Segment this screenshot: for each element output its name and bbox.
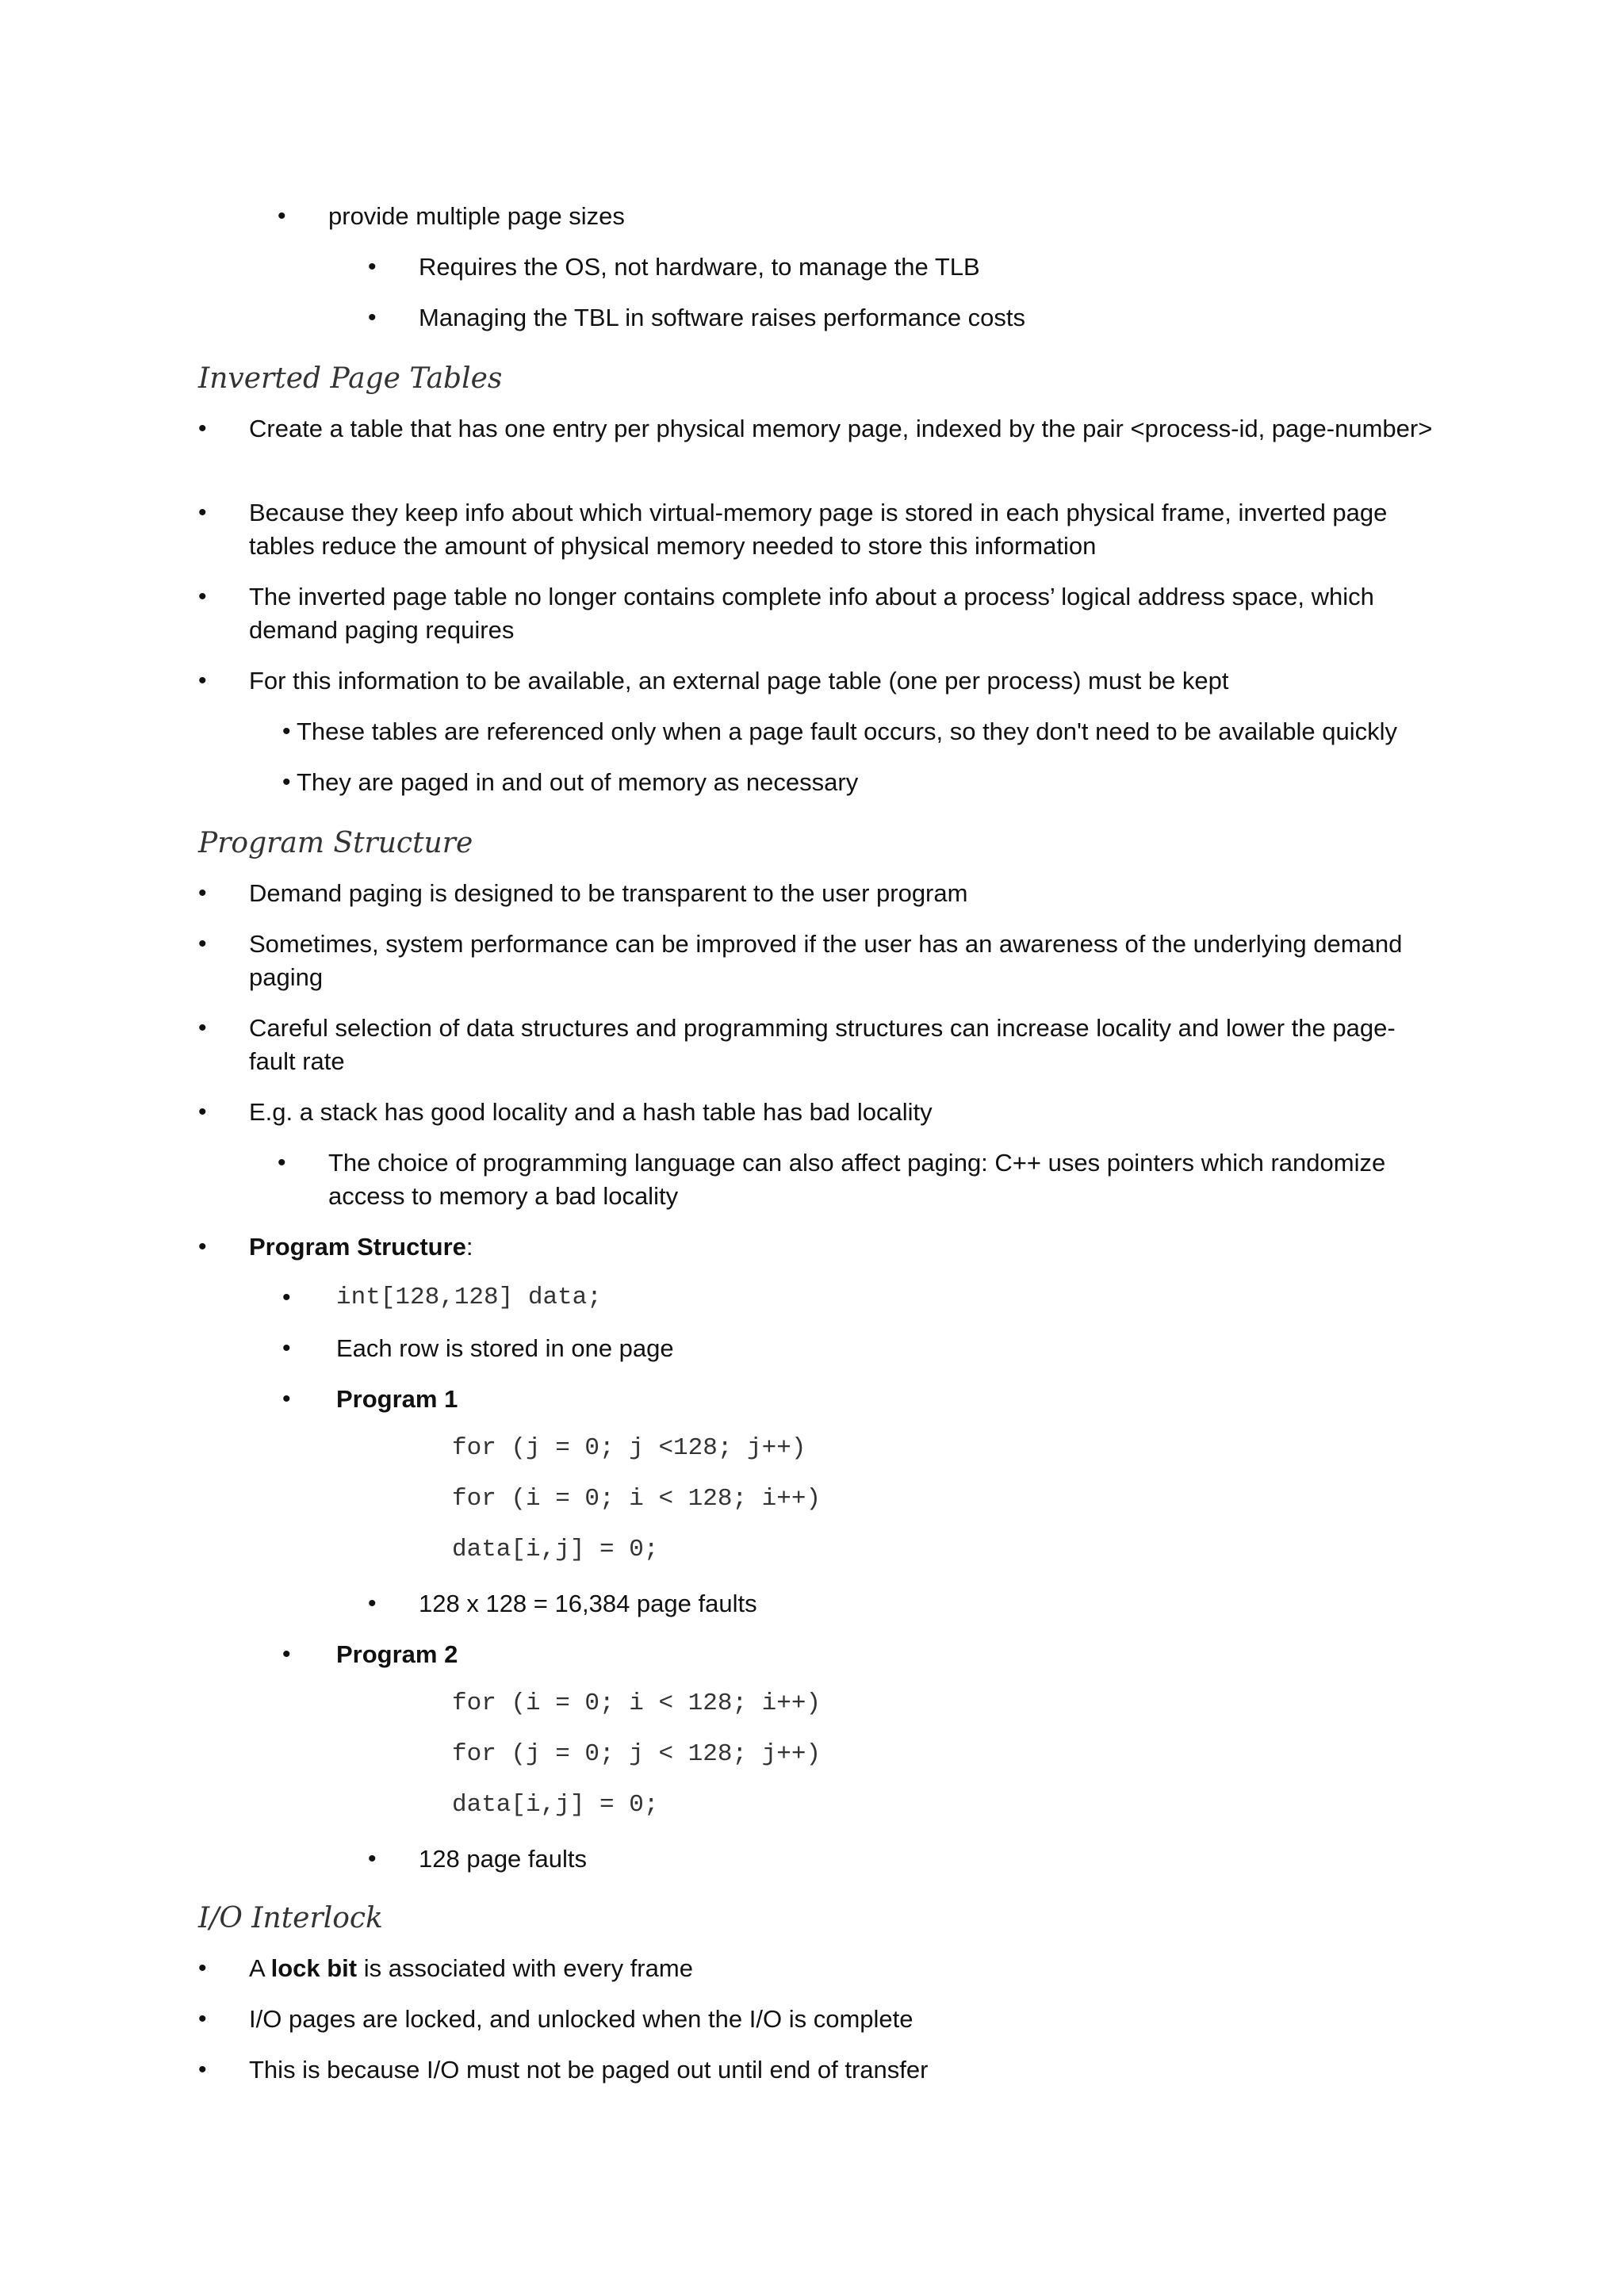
list-item-text: Because they keep info about which virtual-memory page is stored in each physical frame, inverted page tables reduce the amount of physical memory needed to store this information <box>249 499 1388 560</box>
list-item <box>282 1281 1392 1314</box>
code-line: for (j = 0; j <128; j++) <box>452 1434 806 1462</box>
program-label: Program 2 <box>336 1640 458 1668</box>
list-item <box>198 664 1435 698</box>
bold-term: Program Structure <box>249 1233 466 1261</box>
bullet-glyph: • <box>198 415 207 442</box>
list-item <box>198 1230 1435 1264</box>
list-item <box>282 1332 1392 1365</box>
bullet-glyph: • <box>282 1386 291 1412</box>
list-item <box>198 877 1435 910</box>
list-item-text: E.g. a stack has good locality and a hash table has bad locality <box>249 1098 933 1126</box>
list-item-text: Managing the TBL in software raises performance costs <box>419 304 1026 331</box>
list-item-text: For this information to be available, an external page table (one per process) must be kept <box>249 667 1229 695</box>
list-item-text <box>249 1952 693 1985</box>
bullet-glyph: • <box>198 2006 207 2032</box>
list-item-text: The choice of programming language can also affect paging: C++ uses pointers which randomize access to memory a bad locality <box>328 1149 1386 1210</box>
list-item <box>368 1587 1399 1621</box>
list-item-text: 128 page faults <box>419 1845 588 1873</box>
code-line: data[i,j] = 0; <box>452 1791 659 1819</box>
bullet-glyph: • <box>278 1150 286 1176</box>
list-item <box>282 766 1392 799</box>
list-item <box>198 1012 1435 1078</box>
code-line: for (i = 0; i < 128; i++) <box>452 1485 822 1513</box>
bold-term: lock bit <box>270 1954 358 1982</box>
bullet-glyph: • <box>282 1335 291 1361</box>
list-item-text: This is because I/O must not be paged out until end of transfer <box>249 2056 929 2084</box>
program-label: Program 1 <box>336 1385 458 1413</box>
bullet-glyph: • <box>198 1015 207 1041</box>
bullet-glyph: • <box>198 880 207 906</box>
bullet-glyph: • <box>198 1955 207 1981</box>
bullet-glyph: • <box>282 769 291 795</box>
list-item <box>368 301 1462 335</box>
list-item <box>198 412 1435 446</box>
bullet-glyph: • <box>198 931 207 957</box>
list-item <box>198 496 1435 563</box>
list-item <box>198 580 1435 647</box>
list-item-text: Careful selection of data structures and programming structures can increase locality and lower the page-fault rate <box>249 1014 1396 1075</box>
section-heading: I/O Interlock <box>198 1902 383 1934</box>
bullet-glyph: • <box>198 1234 207 1260</box>
bullet-glyph: • <box>368 254 377 280</box>
text-run: A <box>249 1954 271 1982</box>
list-item-text: Sometimes, system performance can be improved if the user has an awareness of the underlying demand paging <box>249 930 1403 991</box>
bullet-glyph: • <box>368 1846 377 1872</box>
list-item-text: The inverted page table no longer contains complete info about a process’ logical address space, which demand paging requires <box>249 583 1374 644</box>
section-heading: Inverted Page Tables <box>198 362 503 395</box>
text-run: is associated with every frame <box>357 1954 693 1982</box>
list-item-text: They are paged in and out of memory as necessary <box>297 768 859 796</box>
list-item <box>198 2053 1435 2087</box>
list-item <box>198 1096 1435 1129</box>
code-declaration: int[128,128] data; <box>336 1284 602 1311</box>
bullet-glyph: • <box>282 1641 291 1667</box>
list-item-text: Demand paging is designed to be transparent to the user program <box>249 879 968 907</box>
list-item-text: Each row is stored in one page <box>336 1334 674 1362</box>
list-item-text: These tables are referenced only when a page fault occurs, so they don't need to be available quickly <box>297 718 1398 745</box>
list-item <box>282 1383 1392 1416</box>
list-item <box>282 1638 1392 1671</box>
bullet-glyph: • <box>198 499 207 526</box>
list-item-text: Requires the OS, not hardware, to manage the TLB <box>419 253 980 281</box>
list-item <box>198 928 1435 994</box>
code-line: for (i = 0; i < 128; i++) <box>452 1689 822 1717</box>
list-item-text: I/O pages are locked, and unlocked when the I/O is complete <box>249 2005 914 2033</box>
section-heading: Program Structure <box>198 827 473 859</box>
colon-text: : <box>465 1233 473 1261</box>
list-item <box>282 715 1519 748</box>
bullet-glyph: • <box>368 1590 377 1617</box>
bullet-glyph: • <box>198 584 207 610</box>
bullet-glyph: • <box>198 2057 207 2083</box>
code-line: for (j = 0; j < 128; j++) <box>452 1740 822 1768</box>
list-item-text: provide multiple page sizes <box>328 202 625 230</box>
list-item-text <box>249 1230 473 1264</box>
list-item-text: 128 x 128 = 16,384 page faults <box>419 1590 757 1617</box>
list-item <box>198 2003 1435 2036</box>
list-item-text: Create a table that has one entry per physical memory page, indexed by the pair <process-id, page-number> <box>249 415 1433 442</box>
list-item <box>278 1146 1435 1213</box>
bullet-glyph: • <box>282 718 291 744</box>
bullet-glyph: • <box>278 203 286 229</box>
list-item <box>198 1952 1435 1985</box>
bullet-glyph: • <box>368 304 377 331</box>
bullet-glyph: • <box>198 1099 207 1125</box>
list-item <box>368 1843 1399 1876</box>
list-item <box>368 251 1462 284</box>
code-line: data[i,j] = 0; <box>452 1536 659 1563</box>
list-item <box>278 200 1427 233</box>
bullet-glyph: • <box>282 1284 291 1311</box>
bullet-glyph: • <box>198 668 207 694</box>
